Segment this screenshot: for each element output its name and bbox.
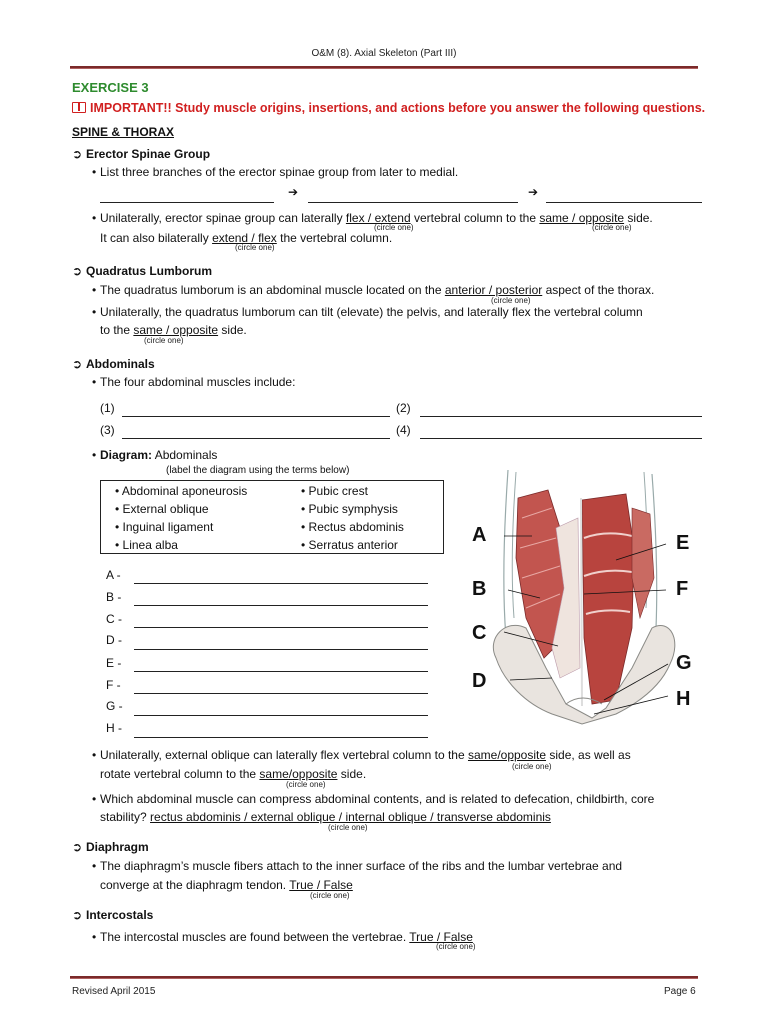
abdominal-muscles-figure: [456, 468, 706, 730]
abdominals-q2b: rotate vertebral column to the same/opposite side.: [100, 767, 367, 781]
quadratus-heading: ➲ Quadratus Lumborum: [72, 264, 213, 278]
abdominals-q2: • Unilaterally, external oblique can laterally flex vertebral column to the same/opposite side, as well as: [92, 748, 631, 762]
circle-one-note: (circle one): [512, 762, 552, 771]
arrow-icon: ➔: [528, 185, 539, 199]
letter-label-a: A -: [106, 568, 121, 582]
answer-line[interactable]: [134, 715, 428, 716]
choice-same-opposite[interactable]: same/opposite: [467, 748, 547, 762]
circle-one-note: (circle one): [235, 243, 275, 252]
abdominals-heading: ➲ Abdominals: [72, 357, 155, 371]
circle-one-note: (circle one): [328, 823, 368, 832]
term-item: • Pubic symphysis: [301, 502, 398, 516]
diaphragm-heading: ➲ Diaphragm: [72, 840, 149, 854]
term-item: • Inguinal ligament: [115, 520, 214, 534]
letter-label-c: C -: [106, 612, 122, 626]
figure-label-e: E: [676, 532, 690, 554]
page-header-title: O&M (8). Axial Skeleton (Part III): [311, 48, 457, 59]
circle-one-note: (circle one): [310, 891, 350, 900]
letter-label-b: B -: [106, 590, 122, 604]
circle-one-note: (circle one): [592, 223, 632, 232]
term-item: • Abdominal aponeurosis: [115, 484, 248, 498]
choice-flex-extend[interactable]: flex / extend: [345, 211, 411, 225]
intercostals-heading: ➲ Intercostals: [72, 908, 154, 922]
exercise-title: EXERCISE 3: [72, 80, 149, 95]
letter-label-f: F -: [106, 678, 121, 692]
book-icon: [72, 102, 86, 113]
quadratus-q1: • The quadratus lumborum is an abdominal muscle located on the anterior / posterior aspect of the thorax.: [92, 283, 655, 297]
figure-label-f: F: [676, 578, 689, 600]
diagram-title: • Diagram: Abdominals: [92, 448, 218, 462]
important-text: IMPORTANT!! Study muscle origins, insertions, and actions before you answer the following questions.: [90, 101, 706, 115]
erector-q2: • Unilaterally, erector spinae group can laterally flex / extend vertebral column to the same / opposite side.: [92, 211, 653, 225]
answer-label-4: (4): [396, 423, 411, 437]
answer-line[interactable]: [134, 671, 428, 672]
abdominals-q1: • The four abdominal muscles include:: [92, 375, 296, 389]
footer-page-number: Page 6: [664, 986, 696, 997]
footer-revised: Revised April 2015: [72, 986, 156, 997]
erector-heading: ➲ Erector Spinae Group: [72, 147, 211, 161]
answer-line[interactable]: [134, 649, 428, 650]
answer-line[interactable]: [122, 416, 390, 417]
arrow-right-icon: ➲: [72, 264, 83, 278]
figure-label-b: B: [472, 578, 487, 600]
answer-line[interactable]: [308, 202, 518, 203]
diagram-note: (label the diagram using the terms below): [166, 465, 350, 476]
answer-line[interactable]: [100, 202, 274, 203]
choice-same-opposite[interactable]: same/opposite: [259, 767, 338, 781]
letter-label-e: E -: [106, 656, 122, 670]
choice-extend-flex[interactable]: extend / flex: [212, 231, 277, 245]
circle-one-note: (circle one): [491, 296, 531, 305]
answer-label-2: (2): [396, 401, 411, 415]
figure-label-g: G: [676, 652, 692, 674]
footer-rule: [70, 976, 698, 979]
important-note: [72, 101, 705, 115]
answer-label-3: (3): [100, 423, 115, 437]
erector-q1: • List three branches of the erector spinae group from later to medial.: [92, 165, 459, 179]
answer-line[interactable]: [134, 583, 428, 584]
letter-label-h: H -: [106, 721, 122, 735]
circle-one-note: (circle one): [286, 780, 326, 789]
diaphragm-q1b: converge at the diaphragm tendon. True / False: [100, 878, 353, 892]
term-item: • Linea alba: [115, 538, 178, 552]
arrow-right-icon: ➲: [72, 357, 83, 371]
arrow-right-icon: ➲: [72, 147, 83, 161]
answer-label-1: (1): [100, 401, 115, 415]
circle-one-note: (circle one): [436, 942, 476, 951]
term-item: • External oblique: [115, 502, 209, 516]
arrow-right-icon: ➲: [72, 840, 83, 854]
diaphragm-q1: • The diaphragm’s muscle fibers attach to the inner surface of the ribs and the lumbar vertebrae and: [92, 859, 623, 873]
letter-label-g: G -: [106, 699, 123, 713]
term-item: • Serratus anterior: [301, 538, 398, 552]
choice-true-false[interactable]: True / False: [409, 930, 473, 944]
figure-label-a: A: [472, 524, 487, 546]
choice-abdominal-muscle[interactable]: rectus abdominis / external oblique / internal oblique / transverse abdominis: [150, 810, 551, 824]
section-title: SPINE & THORAX: [72, 125, 175, 139]
answer-line[interactable]: [134, 627, 428, 628]
circle-one-note: (circle one): [144, 336, 184, 345]
answer-line[interactable]: [420, 416, 702, 417]
terms-box: [100, 480, 444, 554]
circle-one-note: (circle one): [374, 223, 414, 232]
abdominals-q3b: stability? rectus abdominis / external oblique / internal oblique / transverse abdominis: [100, 810, 551, 824]
answer-line[interactable]: [122, 438, 390, 439]
choice-true-false[interactable]: True / False: [289, 878, 353, 892]
figure-label-d: D: [472, 670, 487, 692]
arrow-icon: ➔: [288, 185, 299, 199]
quadratus-q2: • Unilaterally, the quadratus lumborum can tilt (elevate) the pelvis, and laterally flex the vertebral column: [92, 305, 643, 319]
answer-line[interactable]: [134, 737, 428, 738]
answer-line[interactable]: [420, 438, 702, 439]
erector-q2b: It can also bilaterally extend / flex the vertebral column.: [100, 231, 393, 245]
abdominals-q3: • Which abdominal muscle can compress abdominal contents, and is related to defecation, childbirth, core: [92, 792, 655, 806]
figure-label-c: C: [472, 622, 487, 644]
header-rule: [70, 66, 698, 69]
figure-label-h: H: [676, 688, 691, 710]
answer-line[interactable]: [546, 202, 702, 203]
answer-line[interactable]: [134, 605, 428, 606]
choice-same-opposite[interactable]: same / opposite: [539, 211, 625, 225]
answer-line[interactable]: [134, 693, 428, 694]
arrow-right-icon: ➲: [72, 908, 83, 922]
letter-label-d: D -: [106, 633, 122, 647]
quadratus-q2b: to the same / opposite side.: [100, 323, 247, 337]
choice-anterior-posterior[interactable]: anterior / posterior: [444, 283, 543, 297]
term-item: • Rectus abdominis: [301, 520, 404, 534]
intercostals-q1: • The intercostal muscles are found between the vertebrae. True / False: [92, 930, 473, 944]
term-item: • Pubic crest: [301, 484, 368, 498]
choice-same-opposite[interactable]: same / opposite: [133, 323, 219, 337]
